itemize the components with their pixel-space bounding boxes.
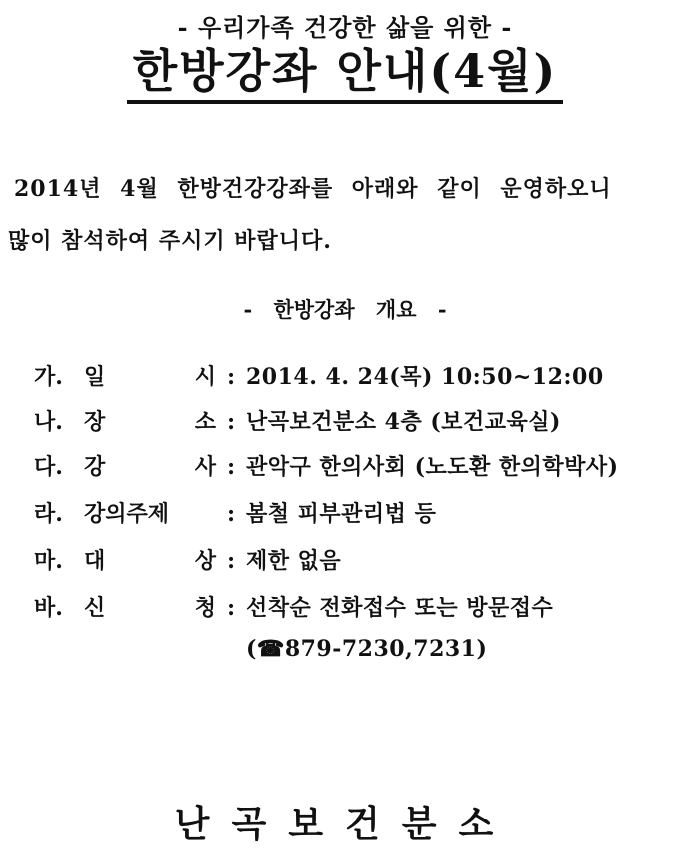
item-value: 관악구 한의사회 (노도환 한의학박사)	[246, 454, 619, 480]
colon: :	[226, 364, 236, 390]
item-value: 선착순 전화접수 또는 방문접수	[246, 595, 554, 621]
colon: :	[226, 409, 236, 435]
item-label	[84, 591, 216, 622]
item-mark: 라.	[34, 501, 63, 527]
item-value: 난곡보건분소 4층 (보건교육실)	[246, 409, 561, 435]
item-target	[34, 544, 341, 575]
colon: :	[226, 595, 236, 621]
label-char: 강의주제	[84, 501, 170, 527]
item-mark: 다.	[34, 454, 63, 480]
label-char: 장	[84, 409, 106, 435]
label-char: 청	[194, 595, 216, 621]
colon: :	[226, 501, 236, 527]
item-label	[84, 450, 216, 481]
item-application	[34, 591, 553, 622]
colon: :	[226, 454, 236, 480]
label-char: 대	[84, 548, 106, 574]
item-place	[34, 405, 561, 436]
item-mark: 가.	[34, 364, 63, 390]
phone-number: (☎879-7230,7231)	[246, 636, 488, 662]
overview-heading: - 한방강좌 개요 -	[243, 297, 447, 322]
item-label	[84, 497, 216, 528]
label-char: 신	[84, 595, 106, 621]
page-title-text: 한방강좌 안내(4월)	[127, 44, 564, 104]
item-value: 제한 없음	[246, 548, 342, 574]
item-value: 봄철 피부관리법 등	[246, 501, 437, 527]
item-topic	[34, 497, 436, 528]
item-value: 2014. 4. 24(목) 10:50~12:00	[246, 364, 604, 390]
item-label	[84, 405, 216, 436]
label-char: 상	[194, 548, 216, 574]
subtitle: - 우리가족 건강한 삶을 위한 -	[177, 13, 513, 42]
label-char: 시	[194, 364, 216, 390]
item-lecturer	[34, 450, 619, 481]
organization-name: 난곡보건분소	[174, 803, 516, 845]
item-mark: 마.	[34, 548, 63, 574]
item-date	[34, 360, 604, 391]
page-title	[0, 44, 690, 104]
item-mark: 나.	[34, 409, 63, 435]
item-label	[84, 360, 216, 391]
colon: :	[226, 548, 236, 574]
intro-line-1: 2014년 4월 한방건강강좌를 아래와 같이 운영하오니	[14, 176, 612, 202]
label-char: 강	[84, 454, 106, 480]
label-char: 사	[194, 454, 216, 480]
label-char: 소	[194, 409, 216, 435]
item-label	[84, 544, 216, 575]
label-char: 일	[84, 364, 106, 390]
intro-line-2: 많이 참석하여 주시기 바랍니다.	[8, 228, 332, 254]
item-mark: 바.	[34, 595, 63, 621]
